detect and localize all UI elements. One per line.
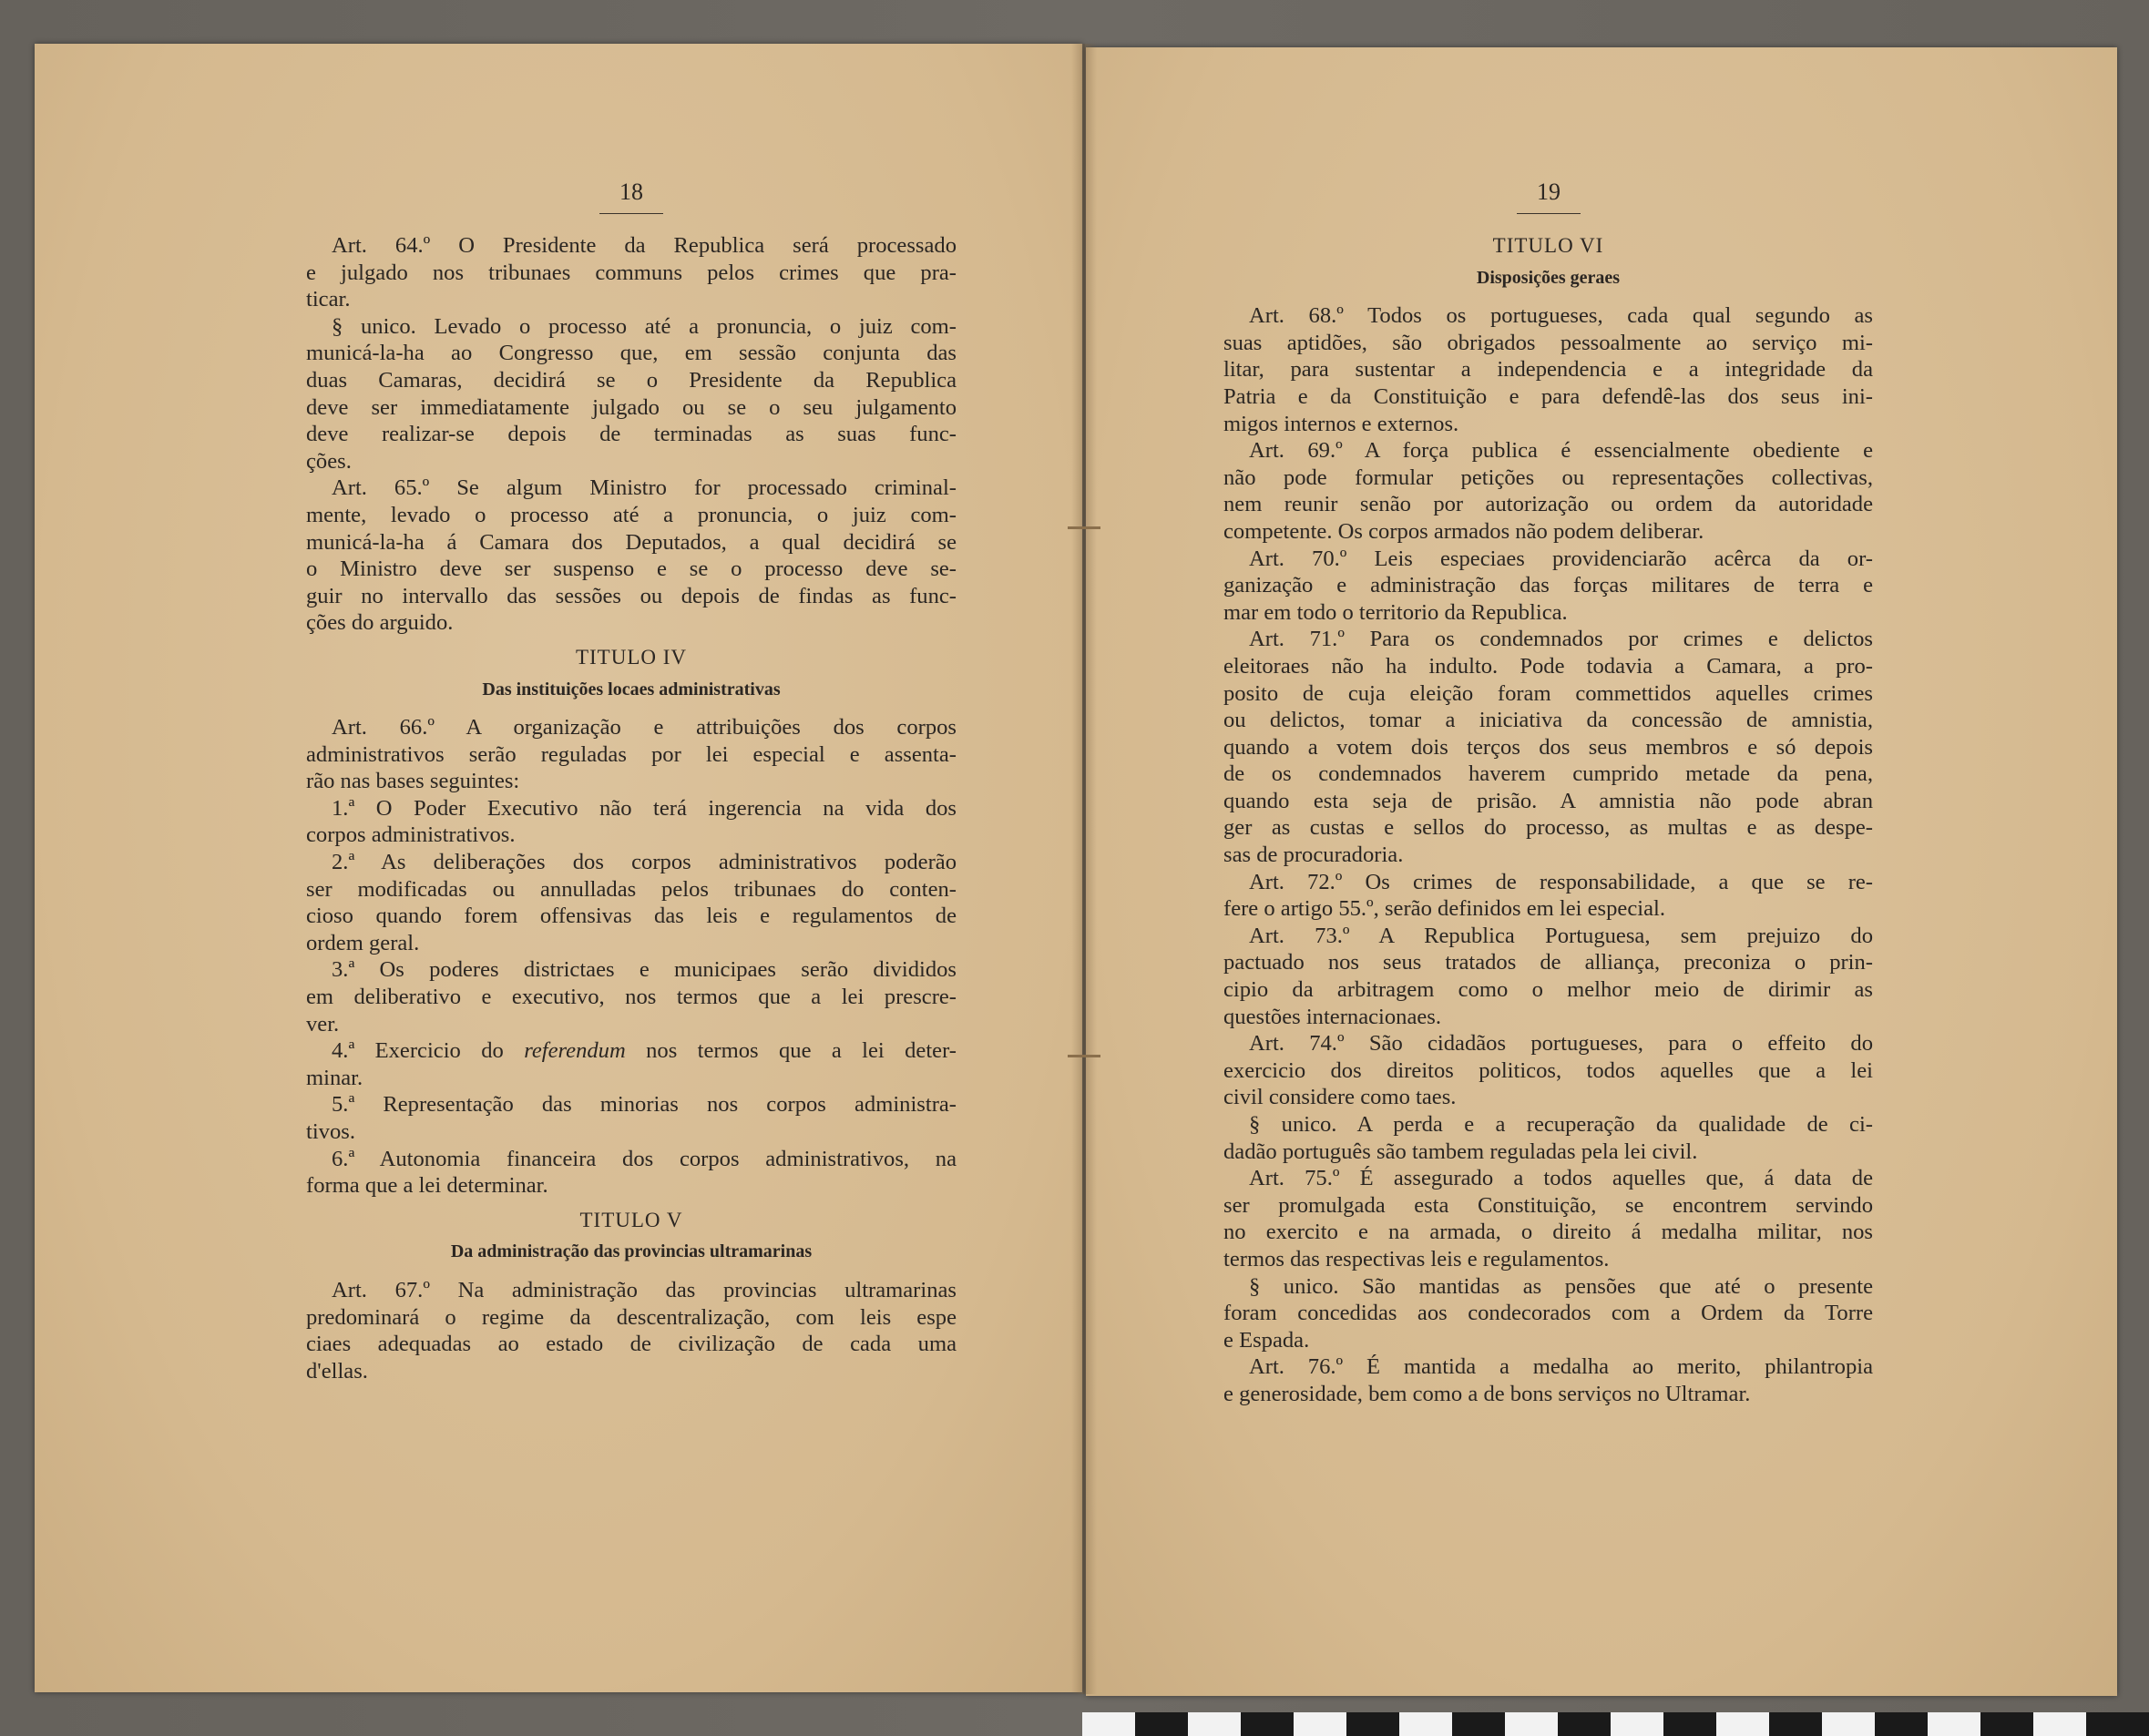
text-line: ciaes adequadas ao estado de civilização de cada uma <box>306 1332 957 1357</box>
article-paragraph <box>1223 437 1873 545</box>
text-line: municá-la-ha ao Congresso que, em sessão conjunta das <box>306 341 957 366</box>
text-line: ger as custas e sellos do processo, as multas e as despe- <box>1223 815 1873 841</box>
text-line: Art. 73.º A Republica Portuguesa, sem prejuizo do <box>1249 923 1873 948</box>
ruler-segment <box>1082 1712 1135 1736</box>
text-line: suas aptidões, são obrigados pessoalmente ao serviço mi- <box>1223 330 1873 355</box>
text-line: ções do arguido. <box>306 610 454 636</box>
article-paragraph <box>306 956 957 1037</box>
right-page-body <box>1223 232 1873 1408</box>
text-line: posito de cuja eleição foram commettidos aquelles crimes <box>1223 680 1873 706</box>
article-paragraph <box>306 1146 957 1200</box>
ruler-segment <box>1188 1712 1241 1736</box>
text-line: tivos. <box>306 1119 355 1144</box>
article-paragraph <box>306 475 957 637</box>
text-line: e Espada. <box>1223 1327 1310 1353</box>
text-line: duas Camaras, decidirá se o Presidente da Republica <box>306 367 957 393</box>
article-paragraph <box>1223 1165 1873 1272</box>
ruler-segment <box>2033 1712 2086 1736</box>
text-line: em deliberativo e executivo, nos termos que a lei prescre- <box>306 985 957 1010</box>
section-title: TITULO V <box>579 1208 683 1231</box>
scale-ruler <box>1082 1712 2149 1736</box>
text-line: e generosidade, bem como a de bons serviços no Ultramar. <box>1223 1381 1751 1406</box>
ruler-segment <box>1875 1712 1928 1736</box>
text-line: não pode formular petições ou representações collectivas, <box>1223 465 1873 490</box>
text-line: administrativos serão reguladas por lei especial e assenta- <box>306 741 957 767</box>
section-subtitle: Da administração das provincias ultramarinas <box>450 1241 813 1262</box>
text-line: ver. <box>306 1011 340 1036</box>
stitch-mark <box>1068 1055 1100 1057</box>
text-line: mar em todo o territorio da Republica. <box>1223 599 1568 625</box>
text-line: ordem geral. <box>306 930 420 955</box>
article-paragraph <box>306 1037 957 1091</box>
text-line: quando a votem dois terços dos seus membros e só depois <box>1223 734 1873 760</box>
text-line: predominará o regime da descentralização, com leis espe <box>306 1304 957 1330</box>
text-line: Art. 65.º Se algum Ministro for processado criminal- <box>332 475 957 501</box>
text-line: quando esta seja de prisão. A amnistia não pode abran <box>1223 788 1873 813</box>
text-line: e julgado nos tribunaes communs pelos crimes que pra- <box>306 260 957 285</box>
text-line: Art. 69.º A força publica é essencialmente obediente e <box>1249 438 1873 464</box>
text-line: municá-la-ha á Camara dos Deputados, a qual decidirá se <box>306 529 957 555</box>
ruler-segment <box>1135 1712 1188 1736</box>
article-paragraph <box>306 714 957 795</box>
ruler-segment <box>1558 1712 1611 1736</box>
text-line: 3.ª Os poderes districtaes e municipaes serão divididos <box>332 957 957 983</box>
text-line: Art. 64.º O Presidente da Republica será processado <box>332 233 957 258</box>
text-line: 1.ª O Poder Executivo não terá ingerencia na vida dos <box>332 795 957 821</box>
text-line: Art. 76.º É mantida a medalha ao merito, philantropia <box>1249 1354 1873 1380</box>
text-line: 6.ª Autonomia financeira dos corpos administrativos, na <box>332 1146 957 1171</box>
ruler-segment <box>1769 1712 1822 1736</box>
article-paragraph <box>1223 1030 1873 1111</box>
text-line: Art. 72.º Os crimes de responsabilidade, a que se re- <box>1249 869 1873 894</box>
page-number: 18 <box>599 179 663 214</box>
left-page-text <box>306 179 957 1384</box>
article-paragraph <box>306 795 957 849</box>
text-line: Art. 74.º São cidadãos portugueses, para o effeito do <box>1249 1031 1873 1057</box>
text-line: Art. 70.º Leis especiaes providenciarão acêrca da or- <box>1249 546 1873 571</box>
text-line: Art. 66.º A organização e attribuições dos corpos <box>332 715 957 740</box>
text-line: § unico. A perda e a recuperação da qualidade de ci- <box>1249 1112 1873 1137</box>
ruler-segment <box>1346 1712 1399 1736</box>
article-paragraph <box>1223 1273 1873 1354</box>
left-page-body <box>306 232 957 1384</box>
text-line: questões internacionaes. <box>1223 1004 1442 1029</box>
text-line: Art. 71.º Para os condemnados por crimes e delictos <box>1249 627 1873 652</box>
ruler-segment <box>2086 1712 2139 1736</box>
text-line: deve realizar-se depois de terminadas as suas func- <box>306 422 957 447</box>
text-line: dadão português são tambem reguladas pela lei civil. <box>1223 1139 1698 1164</box>
text-line: Art. 68.º Todos os portugueses, cada qual segundo as <box>1249 303 1873 329</box>
text-line: de os condemnados haverem cumprido metade da pena, <box>1223 761 1873 787</box>
text-line: sas de procuradoria. <box>1223 842 1404 868</box>
text-line: ser modificadas ou annulladas pelos tribunaes do conten- <box>306 876 957 902</box>
article-paragraph <box>1223 302 1873 437</box>
text-line: rão nas bases seguintes: <box>306 769 520 794</box>
text-line: civil considere como taes. <box>1223 1085 1457 1110</box>
text-line: foram concedidas aos condecorados com a Ordem da Torre <box>1223 1301 1873 1326</box>
ruler-segment <box>1505 1712 1558 1736</box>
article-paragraph <box>1223 1111 1873 1165</box>
article-paragraph <box>1223 626 1873 868</box>
article-paragraph <box>1223 546 1873 627</box>
text-line: termos das respectivas leis e regulamentos. <box>1223 1246 1610 1271</box>
section-subtitle: Disposições geraes <box>1476 267 1621 288</box>
ruler-segment <box>1399 1712 1452 1736</box>
ruler-segment <box>1663 1712 1716 1736</box>
text-line: competente. Os corpos armados não podem deliberar. <box>1223 518 1704 544</box>
section-title: TITULO VI <box>1492 234 1604 257</box>
text-line: 4.ª Exercicio do referendum nos termos que a lei deter- <box>332 1038 957 1064</box>
section-title: TITULO IV <box>575 645 688 669</box>
text-line: litar, para sustentar a independencia e a integridade da <box>1223 357 1873 383</box>
text-line: cioso quando forem offensivas das leis e regulamentos de <box>306 904 957 929</box>
text-line: § unico. Levado o processo até a pronuncia, o juiz com- <box>332 313 957 339</box>
article-paragraph <box>306 1091 957 1145</box>
ruler-segment <box>1716 1712 1769 1736</box>
ruler-segment <box>1294 1712 1346 1736</box>
page-number: 19 <box>1517 179 1581 214</box>
ruler-segment <box>1452 1712 1505 1736</box>
article-paragraph <box>1223 1353 1873 1407</box>
ruler-segment <box>1928 1712 1980 1736</box>
text-line: ser promulgada esta Constituição, se encontrem servindo <box>1223 1192 1873 1218</box>
ruler-segment <box>1980 1712 2033 1736</box>
text-line: ticar. <box>306 287 351 312</box>
text-line: migos internos e externos. <box>1223 411 1459 436</box>
text-line: 5.ª Representação das minorias nos corpos administra- <box>332 1092 957 1118</box>
text-line: minar. <box>306 1065 363 1090</box>
text-line: corpos administrativos. <box>306 822 516 848</box>
text-line: Art. 75.º É assegurado a todos aquelles que, á data de <box>1249 1166 1873 1191</box>
section-subtitle: Das instituições locaes administrativas <box>482 679 781 700</box>
book-spine <box>1071 44 1097 1694</box>
text-line: Patria e da Constituição e para defendê-las dos seus ini- <box>1223 383 1873 409</box>
text-line: o Ministro deve ser suspenso e se o processo deve se- <box>306 557 957 582</box>
text-line: 2.ª As deliberações dos corpos administrativos poderão <box>332 850 957 875</box>
right-page-text <box>1223 179 1873 1408</box>
ruler-segment <box>1241 1712 1294 1736</box>
text-line: no exercito e na armada, o direito á medalha militar, nos <box>1223 1220 1873 1245</box>
text-line: ou delictos, tomar a iniciativa da concessão de amnistia, <box>1223 708 1873 733</box>
article-paragraph <box>306 232 957 313</box>
article-paragraph <box>306 849 957 956</box>
text-line: § unico. São mantidas as pensões que até o presente <box>1249 1273 1873 1299</box>
stitch-mark <box>1068 526 1100 529</box>
text-line: ganização e administração das forças militares de terra e <box>1223 573 1873 598</box>
text-line: exercicio dos direitos politicos, todos aquelles que a lei <box>1223 1057 1873 1083</box>
text-line: eleitoraes não ha indulto. Pode todavia a Camara, a pro- <box>1223 653 1873 679</box>
text-line: ções. <box>306 448 352 474</box>
text-line: d'ellas. <box>306 1358 368 1384</box>
text-line: Art. 67.º Na administração das provincias ultramarinas <box>332 1277 957 1302</box>
ruler-segment <box>1611 1712 1663 1736</box>
text-line: deve ser immediatamente julgado ou se o seu julgamento <box>306 394 957 420</box>
text-line: cipio da arbitragem como o melhor meio de dirimir as <box>1223 977 1873 1003</box>
text-line: pactuado nos seus tratados de alliança, preconiza o prin- <box>1223 950 1873 975</box>
text-line: mente, levado o processo até a pronuncia, o juiz com- <box>306 502 957 527</box>
ruler-segment <box>1822 1712 1875 1736</box>
text-line: fere o artigo 55.º, serão definidos em lei especial. <box>1223 896 1665 922</box>
article-paragraph <box>1223 923 1873 1030</box>
text-line: nem reunir senão por autorização ou ordem da autoridade <box>1223 492 1873 517</box>
article-paragraph <box>306 313 957 475</box>
article-paragraph <box>306 1277 957 1384</box>
article-paragraph <box>1223 869 1873 923</box>
text-line: forma que a lei determinar. <box>306 1173 548 1199</box>
text-line: guir no intervallo das sessões ou depois de findas as func- <box>306 583 957 608</box>
